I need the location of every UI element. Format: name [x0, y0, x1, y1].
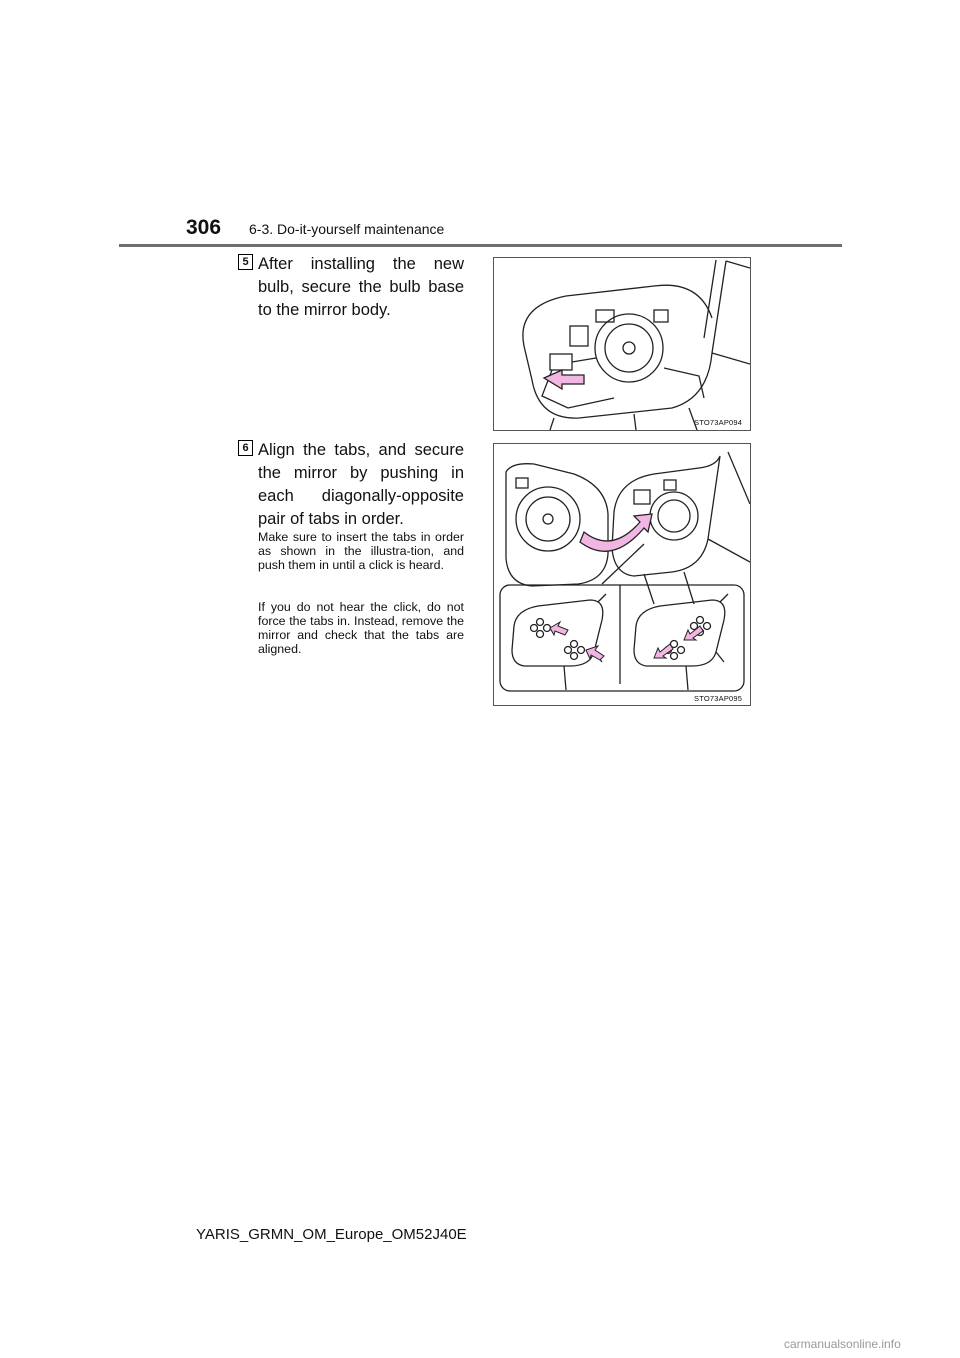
step-text-6: Align the tabs, and secure the mirror by pushing in each diagonally-opposite pair of tabs in order.	[258, 441, 464, 528]
mirror-tabs-illustration	[494, 444, 750, 705]
note-insert-tabs: Make sure to insert the tabs in order as shown in the illustra-tion, and push them in until a click is heard.	[258, 530, 464, 572]
figure-mirror-bulb-base	[493, 257, 751, 431]
header-rule	[119, 244, 842, 247]
figure-code: STO73AP095	[694, 694, 743, 703]
step-badge-6: 6	[238, 440, 253, 456]
step-badge-5: 5	[238, 254, 253, 270]
page-number: 306	[186, 216, 222, 239]
footer-document-id: YARIS_GRMN_OM_Europe_OM52J40E	[196, 1226, 467, 1243]
note-no-click: If you do not hear the click, do not force the tabs in. Instead, remove the mirror and check that the tabs are aligned.	[258, 600, 464, 656]
watermark: carmanualsonline.info	[784, 1337, 901, 1351]
section-title: 6-3. Do-it-yourself maintenance	[249, 221, 445, 237]
mirror-bulb-illustration	[494, 258, 750, 430]
step-text-5: After installing the new bulb, secure the bulb base to the mirror body.	[258, 255, 464, 319]
figure-code: STO73AP094	[694, 418, 743, 427]
figure-mirror-tabs	[493, 443, 751, 706]
